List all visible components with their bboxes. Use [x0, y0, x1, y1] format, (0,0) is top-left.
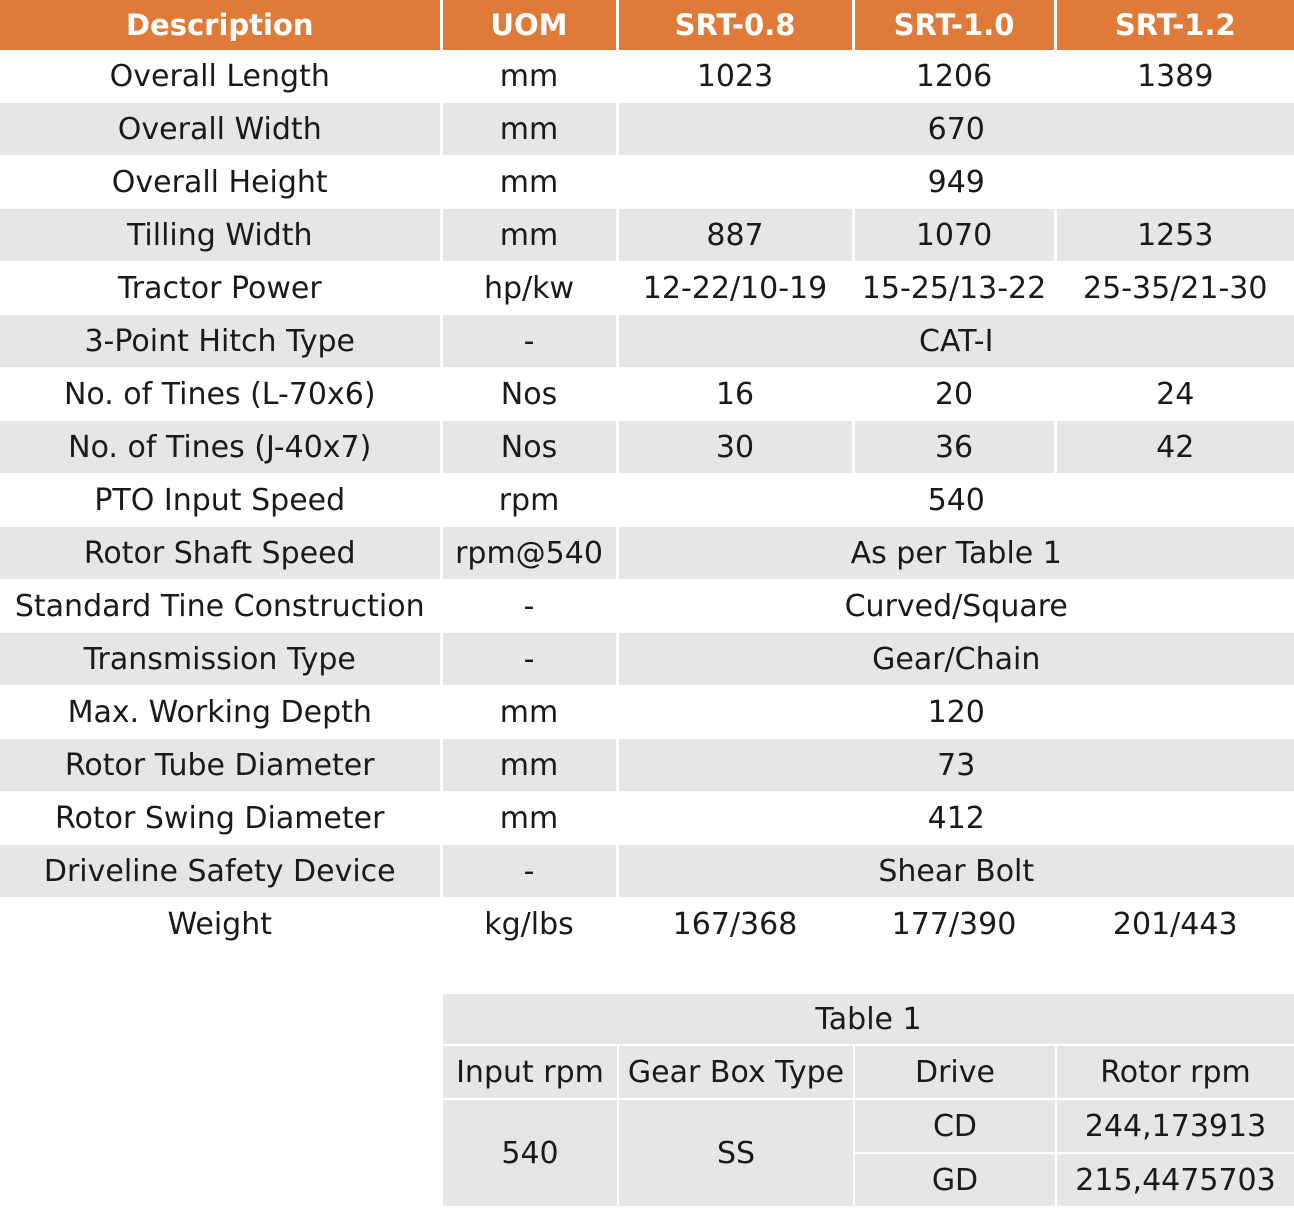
- spec-description: Overall Width: [0, 103, 441, 156]
- spec-value-all-models: 120: [617, 686, 1294, 739]
- table-1-rotor-rpm: 215,4475703: [1056, 1153, 1294, 1207]
- spec-value: 1253: [1055, 209, 1294, 262]
- spec-value: 25-35/21-30: [1055, 262, 1294, 315]
- spec-value-all-models: 540: [617, 474, 1294, 527]
- spec-uom: Nos: [441, 421, 617, 474]
- spec-uom: rpm: [441, 474, 617, 527]
- table-1-title: Table 1: [442, 993, 1294, 1045]
- spec-row: [0, 421, 1294, 474]
- header-uom: UOM: [441, 0, 617, 50]
- table-1-header-input-rpm: Input rpm: [442, 1045, 618, 1099]
- spec-description: No. of Tines (J-40x7): [0, 421, 441, 474]
- spec-value-all-models: 412: [617, 792, 1294, 845]
- spec-value: 36: [853, 421, 1055, 474]
- spec-value: 12-22/10-19: [617, 262, 853, 315]
- spec-value: 16: [617, 368, 853, 421]
- spec-row: [0, 845, 1294, 898]
- spec-uom: rpm@540: [441, 527, 617, 580]
- spec-row: [0, 262, 1294, 315]
- table-1-input-rpm: 540: [442, 1099, 618, 1207]
- table-1-gear-box-type: SS: [618, 1099, 854, 1207]
- spec-value-all-models: Gear/Chain: [617, 633, 1294, 686]
- spec-value-all-models: 73: [617, 739, 1294, 792]
- table-1-title-row: [442, 993, 1294, 1045]
- spec-row: [0, 792, 1294, 845]
- spec-description: PTO Input Speed: [0, 474, 441, 527]
- spec-value-all-models: CAT-I: [617, 315, 1294, 368]
- spec-description: Transmission Type: [0, 633, 441, 686]
- spec-value: 167/368: [617, 898, 853, 951]
- spec-row: [0, 474, 1294, 527]
- spec-description: Rotor Swing Diameter: [0, 792, 441, 845]
- table-1-header-drive: Drive: [854, 1045, 1056, 1099]
- spec-value: 1206: [853, 50, 1055, 103]
- spec-uom: Nos: [441, 368, 617, 421]
- table-1-header-rotor-rpm: Rotor rpm: [1056, 1045, 1294, 1099]
- spec-row: [0, 580, 1294, 633]
- spec-description: Rotor Shaft Speed: [0, 527, 441, 580]
- spec-description: Weight: [0, 898, 441, 951]
- spec-uom: mm: [441, 103, 617, 156]
- header-srt-1-2: SRT-1.2: [1055, 0, 1294, 50]
- spec-description: 3-Point Hitch Type: [0, 315, 441, 368]
- spec-uom: mm: [441, 209, 617, 262]
- spec-uom: -: [441, 580, 617, 633]
- spec-header-row: [0, 0, 1294, 50]
- spec-value-all-models: 949: [617, 156, 1294, 209]
- spec-row: [0, 156, 1294, 209]
- spec-value: 30: [617, 421, 853, 474]
- spec-row: [0, 527, 1294, 580]
- spec-uom: mm: [441, 686, 617, 739]
- spec-value: 177/390: [853, 898, 1055, 951]
- spec-row: [0, 686, 1294, 739]
- header-srt-1-0: SRT-1.0: [853, 0, 1055, 50]
- spec-uom: mm: [441, 156, 617, 209]
- table-1-header-row: [442, 1045, 1294, 1099]
- spec-value: 20: [853, 368, 1055, 421]
- table-1-drive: GD: [854, 1153, 1056, 1207]
- header-description: Description: [0, 0, 441, 50]
- table-1: [441, 992, 1294, 1208]
- spec-uom: hp/kw: [441, 262, 617, 315]
- spec-row: [0, 315, 1294, 368]
- spec-description: Overall Height: [0, 156, 441, 209]
- spec-body: [0, 50, 1294, 951]
- spec-description: Standard Tine Construction: [0, 580, 441, 633]
- table-1-row: [442, 1099, 1294, 1153]
- spec-uom: -: [441, 845, 617, 898]
- spec-row: [0, 739, 1294, 792]
- spec-row: [0, 368, 1294, 421]
- spec-uom: mm: [441, 739, 617, 792]
- spec-description: Tractor Power: [0, 262, 441, 315]
- spec-value: 201/443: [1055, 898, 1294, 951]
- spec-row: [0, 50, 1294, 103]
- spec-value: 1070: [853, 209, 1055, 262]
- spec-description: Overall Length: [0, 50, 441, 103]
- spec-value: 1023: [617, 50, 853, 103]
- table-1-header-gear-box-type: Gear Box Type: [618, 1045, 854, 1099]
- spec-description: Rotor Tube Diameter: [0, 739, 441, 792]
- spec-value-all-models: 670: [617, 103, 1294, 156]
- spec-description: No. of Tines (L-70x6): [0, 368, 441, 421]
- spec-row: [0, 633, 1294, 686]
- table-1-rotor-rpm: 244,173913: [1056, 1099, 1294, 1153]
- spec-value: 15-25/13-22: [853, 262, 1055, 315]
- spec-description: Max. Working Depth: [0, 686, 441, 739]
- spec-uom: -: [441, 315, 617, 368]
- spec-uom: -: [441, 633, 617, 686]
- header-srt-0-8: SRT-0.8: [617, 0, 853, 50]
- spec-uom: mm: [441, 792, 617, 845]
- spec-uom: kg/lbs: [441, 898, 617, 951]
- table-1-drive: CD: [854, 1099, 1056, 1153]
- spec-description: Tilling Width: [0, 209, 441, 262]
- spec-value: 24: [1055, 368, 1294, 421]
- spec-value-all-models: Shear Bolt: [617, 845, 1294, 898]
- spec-value: 887: [617, 209, 853, 262]
- spec-row: [0, 209, 1294, 262]
- spec-value-all-models: As per Table 1: [617, 527, 1294, 580]
- spec-row: [0, 898, 1294, 951]
- spec-description: Driveline Safety Device: [0, 845, 441, 898]
- spec-value: 1389: [1055, 50, 1294, 103]
- spec-uom: mm: [441, 50, 617, 103]
- spec-value: 42: [1055, 421, 1294, 474]
- spec-row: [0, 103, 1294, 156]
- spec-value-all-models: Curved/Square: [617, 580, 1294, 633]
